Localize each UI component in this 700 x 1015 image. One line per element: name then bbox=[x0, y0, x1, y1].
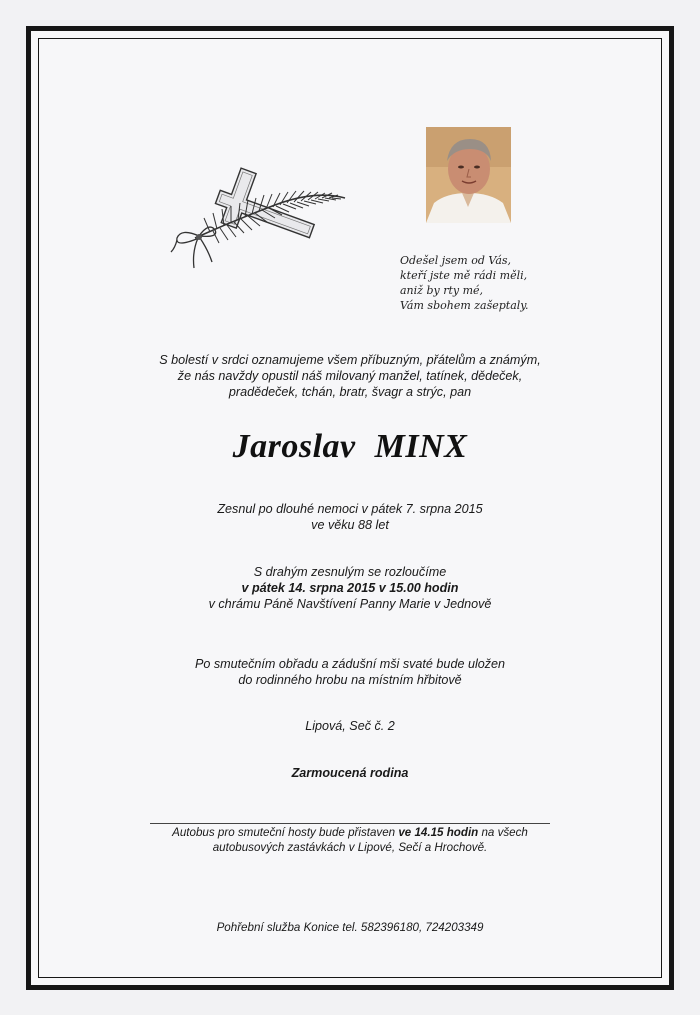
announcement-line: že nás navždy opustil náš milovaný manžel, tatínek, dědeček, bbox=[177, 369, 523, 383]
announcement-text bbox=[40, 352, 660, 400]
portrait-photo bbox=[426, 127, 511, 223]
family-signature: Zarmoucená rodina bbox=[291, 766, 409, 780]
burial-info bbox=[40, 656, 660, 688]
bus-note-prefix: Autobus pro smuteční hosty bude přistaven bbox=[172, 826, 399, 839]
burial-line: do rodinného hrobu na místním hřbitově bbox=[238, 673, 462, 687]
family-address: Lipová, Seč č. 2 bbox=[305, 719, 395, 733]
funeral-service-contact: Pohřební služba Konice tel. 582396180, 724203349 bbox=[216, 921, 484, 934]
poem-line: Vám sbohem zašeptaly. bbox=[400, 299, 529, 312]
cross-palm-icon bbox=[165, 160, 355, 270]
farewell-datetime: v pátek 14. srpna 2015 v 15.00 hodin bbox=[241, 581, 459, 595]
announcement-line: S bolestí v srdci oznamujeme všem příbuzným, přátelům a známým, bbox=[159, 353, 541, 367]
bus-note-stops: autobusových zastávkách v Lipové, Sečí a Hrochově. bbox=[212, 841, 488, 854]
poem-line: Odešel jsem od Vás, bbox=[400, 254, 512, 267]
divider-line bbox=[150, 823, 550, 824]
announcement-line: pradědeček, tchán, bratr, švagr a strýc, pan bbox=[228, 385, 472, 399]
farewell-intro: S drahým zesnulým se rozloučíme bbox=[253, 565, 447, 579]
farewell-info bbox=[40, 564, 660, 612]
farewell-place: v chrámu Páně Navštívení Panny Marie v Jednově bbox=[208, 597, 492, 611]
poem-line: aniž by rty mé, bbox=[400, 284, 484, 297]
memorial-poem bbox=[400, 253, 600, 313]
poem-line: kteří jste mě rádi měli, bbox=[400, 269, 528, 282]
bus-note-time: ve 14.15 hodin bbox=[398, 826, 479, 839]
burial-line: Po smutečním obřadu a zádušní mši svaté bude uložen bbox=[194, 657, 506, 671]
bus-note-suffix: na všech bbox=[478, 826, 528, 839]
death-info-line: Zesnul po dlouhé nemoci v pátek 7. srpna 2015 bbox=[217, 502, 483, 516]
death-info-line: ve věku 88 let bbox=[311, 518, 389, 532]
death-info bbox=[40, 501, 660, 533]
bus-note bbox=[60, 825, 640, 855]
deceased-name: Jaroslav MINX bbox=[232, 428, 468, 465]
